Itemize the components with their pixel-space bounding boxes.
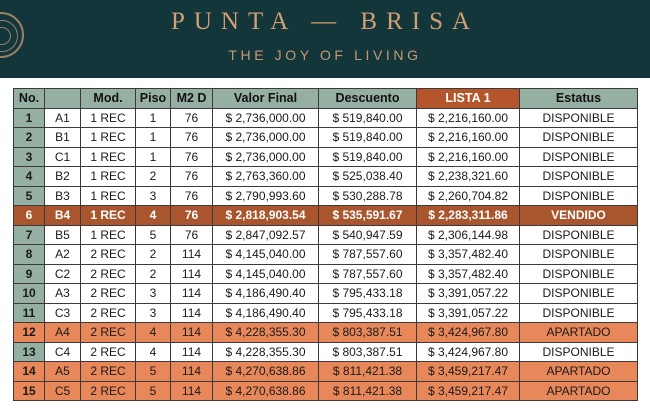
cell-no: 13 xyxy=(14,342,45,362)
table-row xyxy=(14,264,638,284)
cell-piso: 2 xyxy=(136,167,171,187)
cell-descuento: $ 795,433.18 xyxy=(319,303,417,323)
cell-valor-final: $ 2,736,000.00 xyxy=(213,147,319,167)
cell-lista-1: $ 3,459,217.47 xyxy=(417,381,520,401)
brand-title: PUNTA — BRISA xyxy=(170,8,480,35)
cell-no: 15 xyxy=(14,381,45,401)
table-row xyxy=(14,342,638,362)
cell-no: 11 xyxy=(14,303,45,323)
cell-unit: A4 xyxy=(45,323,81,343)
table-row xyxy=(14,362,638,382)
cell-m2: 76 xyxy=(171,167,213,187)
cell-no: 1 xyxy=(14,108,45,128)
col-header-piso: Piso xyxy=(136,89,171,109)
table-row xyxy=(14,245,638,265)
cell-valor-final: $ 2,790,993.60 xyxy=(213,186,319,206)
cell-valor-final: $ 4,270,638.86 xyxy=(213,381,319,401)
cell-m2: 76 xyxy=(171,108,213,128)
cell-lista-1: $ 3,357,482.40 xyxy=(417,264,520,284)
cell-unit: C1 xyxy=(45,147,81,167)
cell-m2: 76 xyxy=(171,225,213,245)
cell-estatus: DISPONIBLE xyxy=(520,342,638,362)
cell-no: 8 xyxy=(14,245,45,265)
table-row xyxy=(14,206,638,226)
cell-descuento: $ 787,557.60 xyxy=(319,245,417,265)
cell-m2: 114 xyxy=(171,264,213,284)
cell-unit: A1 xyxy=(45,108,81,128)
table-row xyxy=(14,225,638,245)
cell-mod: 2 REC xyxy=(81,245,136,265)
cell-unit: C5 xyxy=(45,381,81,401)
cell-estatus: VENDIDO xyxy=(520,206,638,226)
cell-descuento: $ 811,421.38 xyxy=(319,381,417,401)
cell-no: 12 xyxy=(14,323,45,343)
cell-valor-final: $ 4,145,040.00 xyxy=(213,245,319,265)
cell-unit: C4 xyxy=(45,342,81,362)
cell-no: 6 xyxy=(14,206,45,226)
cell-piso: 2 xyxy=(136,245,171,265)
cell-piso: 1 xyxy=(136,128,171,148)
cell-mod: 1 REC xyxy=(81,128,136,148)
cell-no: 14 xyxy=(14,362,45,382)
cell-piso: 2 xyxy=(136,264,171,284)
cell-no: 9 xyxy=(14,264,45,284)
cell-piso: 5 xyxy=(136,381,171,401)
cell-estatus: DISPONIBLE xyxy=(520,186,638,206)
col-header-no: No. xyxy=(14,89,45,109)
cell-estatus: DISPONIBLE xyxy=(520,167,638,187)
cell-estatus: DISPONIBLE xyxy=(520,245,638,265)
cell-piso: 5 xyxy=(136,225,171,245)
cell-m2: 114 xyxy=(171,362,213,382)
cell-unit: A2 xyxy=(45,245,81,265)
cell-valor-final: $ 2,736,000.00 xyxy=(213,108,319,128)
cell-descuento: $ 803,387.51 xyxy=(319,342,417,362)
cell-descuento: $ 525,038.40 xyxy=(319,167,417,187)
cell-no: 2 xyxy=(14,128,45,148)
cell-unit: B1 xyxy=(45,128,81,148)
table-header-row xyxy=(14,89,638,109)
cell-mod: 2 REC xyxy=(81,342,136,362)
cell-lista-1: $ 3,391,057.22 xyxy=(417,303,520,323)
cell-descuento: $ 787,557.60 xyxy=(319,264,417,284)
table-row xyxy=(14,147,638,167)
cell-descuento: $ 519,840.00 xyxy=(319,128,417,148)
cell-descuento: $ 803,387.51 xyxy=(319,323,417,343)
cell-mod: 1 REC xyxy=(81,167,136,187)
table-row xyxy=(14,303,638,323)
cell-descuento: $ 519,840.00 xyxy=(319,147,417,167)
cell-valor-final: $ 2,818,903.54 xyxy=(213,206,319,226)
cell-lista-1: $ 2,216,160.00 xyxy=(417,128,520,148)
cell-piso: 1 xyxy=(136,108,171,128)
cell-estatus: APARTADO xyxy=(520,323,638,343)
cell-piso: 3 xyxy=(136,303,171,323)
cell-estatus: DISPONIBLE xyxy=(520,303,638,323)
table-row xyxy=(14,186,638,206)
col-header-lista-1: LISTA 1 xyxy=(417,89,520,109)
cell-piso: 1 xyxy=(136,147,171,167)
cell-unit: B4 xyxy=(45,206,81,226)
cell-no: 5 xyxy=(14,186,45,206)
cell-mod: 2 REC xyxy=(81,284,136,304)
table-row xyxy=(14,128,638,148)
cell-piso: 4 xyxy=(136,323,171,343)
cell-mod: 1 REC xyxy=(81,108,136,128)
cell-unit: B3 xyxy=(45,186,81,206)
col-header-m2: M2 D xyxy=(171,89,213,109)
cell-mod: 2 REC xyxy=(81,381,136,401)
col-header-descuento: Descuento xyxy=(319,89,417,109)
cell-m2: 114 xyxy=(171,342,213,362)
cell-m2: 114 xyxy=(171,381,213,401)
cell-lista-1: $ 2,216,160.00 xyxy=(417,108,520,128)
cell-estatus: DISPONIBLE xyxy=(520,108,638,128)
cell-valor-final: $ 4,270,638.86 xyxy=(213,362,319,382)
cell-mod: 2 REC xyxy=(81,323,136,343)
cell-lista-1: $ 3,424,967.80 xyxy=(417,342,520,362)
units-price-table xyxy=(13,88,638,401)
cell-m2: 114 xyxy=(171,303,213,323)
cell-lista-1: $ 3,391,057.22 xyxy=(417,284,520,304)
col-header-valor-final: Valor Final xyxy=(213,89,319,109)
cell-lista-1: $ 2,216,160.00 xyxy=(417,147,520,167)
cell-mod: 1 REC xyxy=(81,206,136,226)
table-row xyxy=(14,108,638,128)
cell-m2: 114 xyxy=(171,323,213,343)
cell-lista-1: $ 3,357,482.40 xyxy=(417,245,520,265)
cell-estatus: DISPONIBLE xyxy=(520,128,638,148)
cell-descuento: $ 519,840.00 xyxy=(319,108,417,128)
cell-m2: 114 xyxy=(171,245,213,265)
cell-lista-1: $ 3,459,217.47 xyxy=(417,362,520,382)
cell-lista-1: $ 3,424,967.80 xyxy=(417,323,520,343)
cell-valor-final: $ 4,228,355.30 xyxy=(213,323,319,343)
cell-mod: 1 REC xyxy=(81,225,136,245)
cell-unit: C2 xyxy=(45,264,81,284)
brand-tagline: THE JOY OF LIVING xyxy=(228,47,422,63)
cell-estatus: DISPONIBLE xyxy=(520,225,638,245)
cell-m2: 76 xyxy=(171,128,213,148)
col-header-mod: Mod. xyxy=(81,89,136,109)
cell-unit: A5 xyxy=(45,362,81,382)
cell-valor-final: $ 4,145,040.00 xyxy=(213,264,319,284)
cell-unit: C3 xyxy=(45,303,81,323)
cell-estatus: DISPONIBLE xyxy=(520,284,638,304)
cell-unit: A3 xyxy=(45,284,81,304)
cell-unit: B2 xyxy=(45,167,81,187)
cell-valor-final: $ 4,186,490.40 xyxy=(213,303,319,323)
col-header-unit xyxy=(45,89,81,109)
table-row xyxy=(14,381,638,401)
cell-descuento: $ 540,947.59 xyxy=(319,225,417,245)
table-row xyxy=(14,284,638,304)
cell-descuento: $ 530,288.78 xyxy=(319,186,417,206)
cell-no: 3 xyxy=(14,147,45,167)
col-header-estatus: Estatus xyxy=(520,89,638,109)
cell-mod: 2 REC xyxy=(81,362,136,382)
cell-piso: 5 xyxy=(136,362,171,382)
cell-descuento: $ 811,421.38 xyxy=(319,362,417,382)
cell-valor-final: $ 4,228,355.30 xyxy=(213,342,319,362)
cell-valor-final: $ 2,847,092.57 xyxy=(213,225,319,245)
cell-mod: 1 REC xyxy=(81,147,136,167)
cell-piso: 4 xyxy=(136,206,171,226)
cell-m2: 76 xyxy=(171,147,213,167)
table-row xyxy=(14,323,638,343)
cell-piso: 3 xyxy=(136,284,171,304)
cell-lista-1: $ 2,283,311.86 xyxy=(417,206,520,226)
cell-estatus: APARTADO xyxy=(520,381,638,401)
cell-lista-1: $ 2,238,321.60 xyxy=(417,167,520,187)
cell-m2: 114 xyxy=(171,284,213,304)
cell-m2: 76 xyxy=(171,186,213,206)
cell-valor-final: $ 2,763,360.00 xyxy=(213,167,319,187)
table-row xyxy=(14,167,638,187)
cell-piso: 4 xyxy=(136,342,171,362)
cell-mod: 2 REC xyxy=(81,303,136,323)
cell-estatus: DISPONIBLE xyxy=(520,264,638,284)
cell-descuento: $ 795,433.18 xyxy=(319,284,417,304)
cell-no: 4 xyxy=(14,167,45,187)
cell-no: 7 xyxy=(14,225,45,245)
cell-unit: B5 xyxy=(45,225,81,245)
cell-no: 10 xyxy=(14,284,45,304)
cell-mod: 1 REC xyxy=(81,186,136,206)
cell-lista-1: $ 2,260,704.82 xyxy=(417,186,520,206)
cell-valor-final: $ 4,186,490.40 xyxy=(213,284,319,304)
cell-lista-1: $ 2,306,144.98 xyxy=(417,225,520,245)
cell-valor-final: $ 2,736,000.00 xyxy=(213,128,319,148)
brand-header xyxy=(0,0,650,78)
cell-piso: 3 xyxy=(136,186,171,206)
cell-m2: 76 xyxy=(171,206,213,226)
cell-estatus: APARTADO xyxy=(520,362,638,382)
cell-mod: 2 REC xyxy=(81,264,136,284)
cell-descuento: $ 535,591.67 xyxy=(319,206,417,226)
cell-estatus: DISPONIBLE xyxy=(520,147,638,167)
